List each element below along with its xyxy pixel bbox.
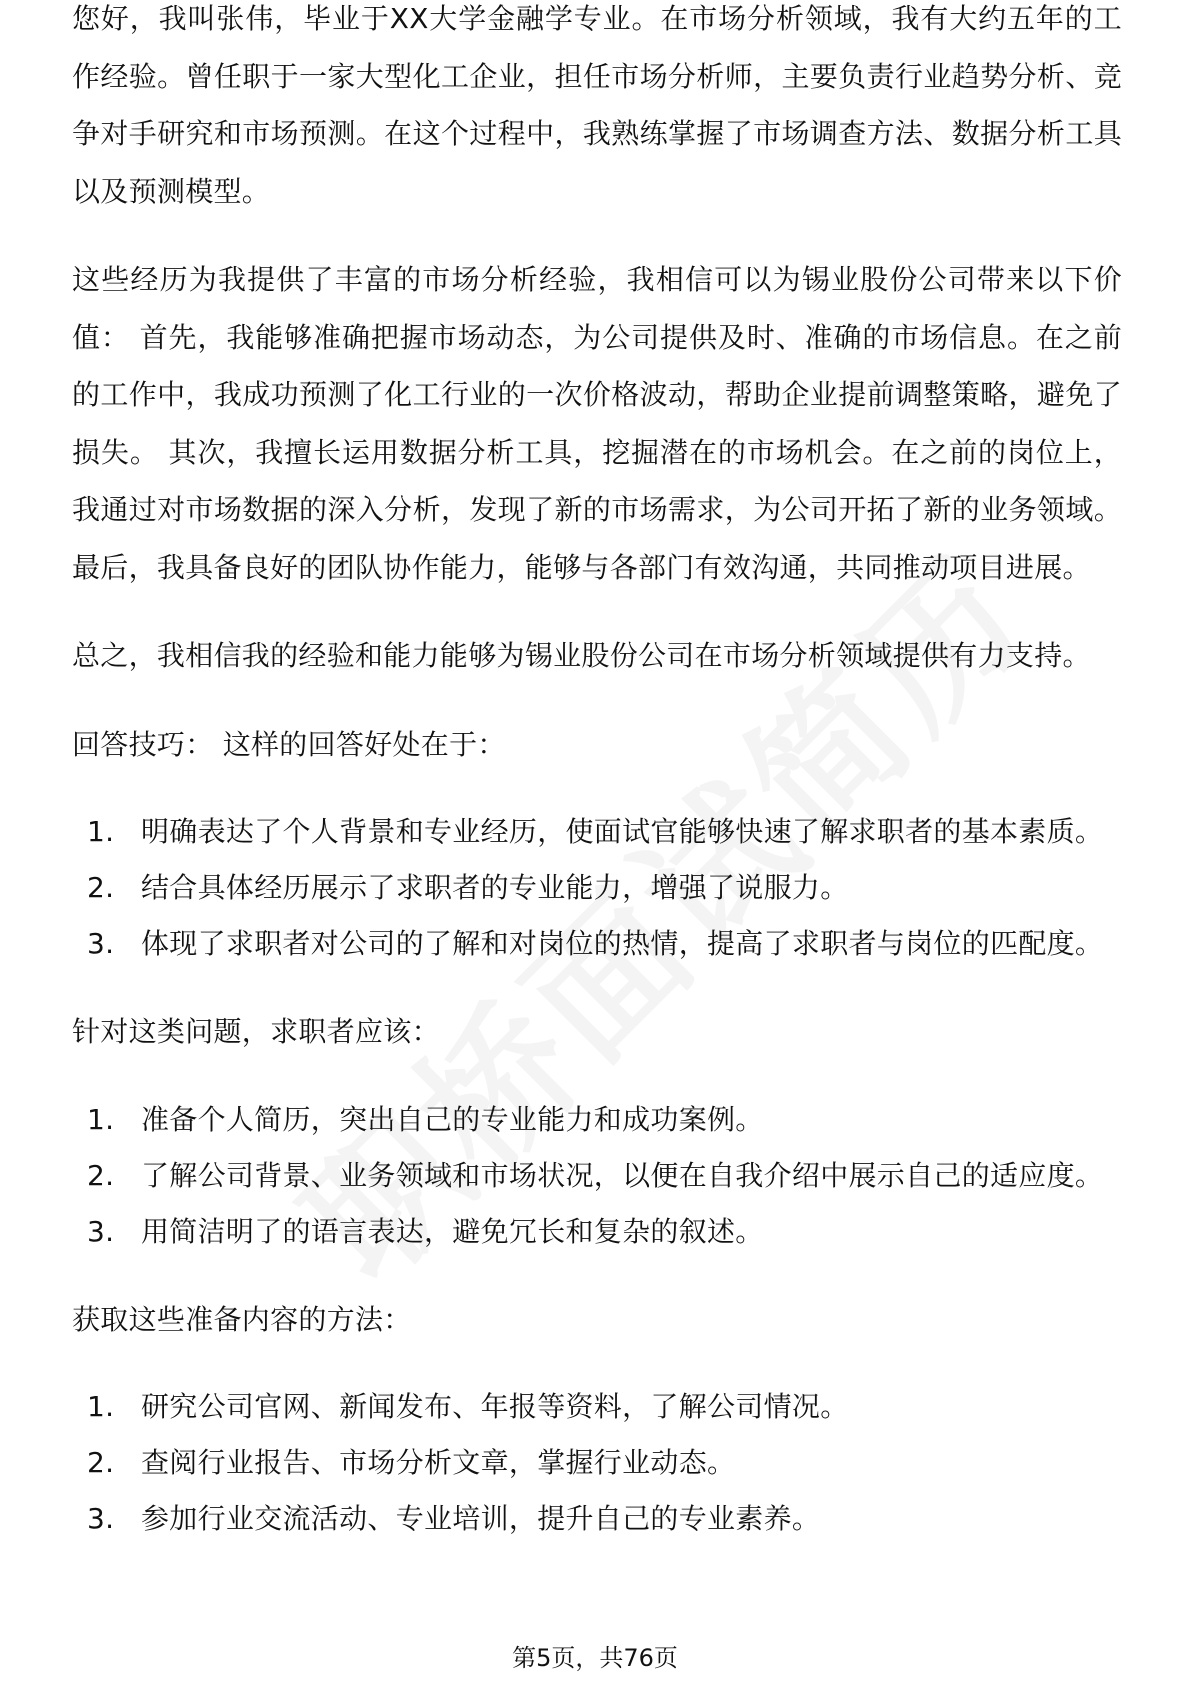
paragraph-conclusion: 总之，我相信我的经验和能力能够为锡业股份公司在市场分析领域提供有力支持。 [72, 639, 1091, 672]
list-text: 明确表达了个人背景和专业经历，使面试官能够快速了解求职者的基本素质。 [141, 815, 1104, 848]
list-item [72, 1148, 1122, 1204]
list-text: 研究公司官网、新闻发布、年报等资料，了解公司情况。 [141, 1390, 849, 1423]
list-text: 结合具体经历展示了求职者的专业能力，增强了说服力。 [141, 871, 849, 904]
paragraph-should-heading: 针对这类问题，求职者应该： [72, 1015, 440, 1048]
list-number: 3. [87, 927, 115, 960]
list-item [72, 804, 1122, 860]
should-list [72, 1092, 1122, 1260]
list-text: 了解公司背景、业务领域和市场状况，以便在自我介绍中展示自己的适应度。 [141, 1158, 1104, 1192]
list-item [72, 1204, 1122, 1260]
list-text: 查阅行业报告、市场分析文章，掌握行业动态。 [141, 1446, 736, 1479]
list-item [72, 1092, 1122, 1148]
tips-list [72, 804, 1122, 972]
list-number: 2. [87, 871, 115, 904]
list-item [72, 1435, 1122, 1491]
list-item [72, 860, 1122, 916]
paragraph-tips-heading: 回答技巧： 这样的回答好处在于： [72, 727, 506, 761]
paragraph-methods-heading: 获取这些准备内容的方法： [72, 1302, 412, 1336]
methods-list [72, 1379, 1122, 1547]
list-number: 1. [87, 815, 115, 848]
paragraph-intro: 您好，我叫张伟，毕业于XX大学金融学专业。在市场分析领域，我有大约五年的工作经验。曾任职于一家大型化工企业，担任市场分析师，主要负责行业趋势分析、竞争对手研究和市场预测。在这个过程中，我熟练掌握了市场调查方法、数据分析工具以及预测模型。 [72, 2, 1122, 208]
list-number: 1. [87, 1390, 115, 1423]
list-number: 3. [87, 1214, 115, 1248]
list-text: 参加行业交流活动、专业培训，提升自己的专业素养。 [141, 1502, 821, 1535]
list-text: 准备个人简历，突出自己的专业能力和成功案例。 [141, 1102, 764, 1136]
list-text: 体现了求职者对公司的了解和对岗位的热情，提高了求职者与岗位的匹配度。 [141, 927, 1104, 960]
list-item [72, 916, 1122, 972]
list-number: 2. [87, 1158, 115, 1192]
list-number: 3. [87, 1502, 115, 1535]
list-number: 2. [87, 1446, 115, 1479]
list-number: 1. [87, 1102, 115, 1136]
paragraph-value: 这些经历为我提供了丰富的市场分析经验，我相信可以为锡业股份公司带来以下价值： 首先，我能够准确把握市场动态，为公司提供及时、准确的市场信息。在之前的工作中，我成功预测了化工行业的一次价格波动，帮助企业提前调整策略，避免了损失。 其次，我擅长运用数据分析工具，挖掘潜在的市场机会。在之前的岗位上，我通过对市场数据的深入分析，发现了新的市场需求，为公司开拓了新的业务领域。 最后，我具备良好的团队协作能力，能够与各部门有效沟通，共同推动项目进展。 [72, 263, 1122, 584]
list-item [72, 1379, 1122, 1435]
list-item [72, 1491, 1122, 1547]
page-number: 第5页，共76页 [512, 1644, 678, 1672]
list-text: 用简洁明了的语言表达，避免冗长和复杂的叙述。 [141, 1214, 764, 1248]
document-body [72, 2, 1122, 1578]
